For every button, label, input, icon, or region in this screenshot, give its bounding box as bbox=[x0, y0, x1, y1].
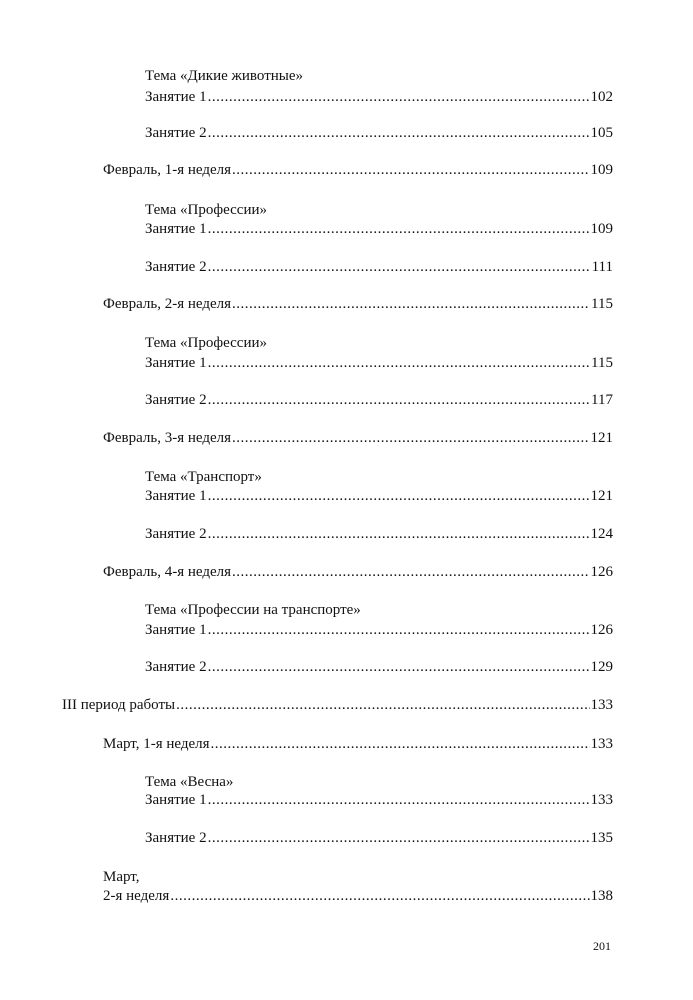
toc-entry-page: 124 bbox=[590, 526, 613, 542]
toc-entry-label: 2-я неделя bbox=[103, 888, 170, 904]
toc-entry-label: Занятие 2 bbox=[145, 125, 207, 141]
toc-entry bbox=[145, 87, 613, 107]
toc-entry-label: Февраль, 1-я неделя bbox=[103, 162, 232, 178]
toc-entry bbox=[103, 734, 613, 754]
toc-entry-label: Февраль, 3-я неделя bbox=[103, 430, 232, 446]
toc-entry-page: 109 bbox=[590, 221, 613, 237]
toc-entry-page: 115 bbox=[591, 296, 613, 312]
toc-entry-label: Занятие 1 bbox=[145, 488, 207, 504]
toc-topic: Тема «Профессии» bbox=[145, 202, 267, 218]
toc-entry bbox=[103, 294, 613, 314]
dot-leader bbox=[232, 562, 589, 582]
dot-leader bbox=[232, 160, 589, 180]
toc-entry bbox=[145, 390, 613, 410]
toc-entry-page: 102 bbox=[590, 89, 613, 105]
dot-leader bbox=[208, 790, 590, 810]
toc-entry-page: 117 bbox=[591, 392, 613, 408]
toc-entry-label: Занятие 1 bbox=[145, 221, 207, 237]
toc-entry bbox=[145, 353, 613, 373]
toc-entry-label: Февраль, 2-я неделя bbox=[103, 296, 232, 312]
toc-entry bbox=[145, 524, 613, 544]
toc-entry-label: Занятие 1 bbox=[145, 792, 207, 808]
toc-entry-label: III период работы bbox=[62, 697, 176, 713]
dot-leader bbox=[170, 886, 589, 906]
dot-leader bbox=[232, 428, 589, 448]
dot-leader bbox=[232, 294, 590, 314]
toc-entry-label: Занятие 2 bbox=[145, 830, 207, 846]
toc-entry-label: Занятие 2 bbox=[145, 526, 207, 542]
dot-leader bbox=[208, 257, 591, 277]
toc-entry bbox=[103, 886, 613, 906]
toc-entry-page: 105 bbox=[590, 125, 613, 141]
toc-entry-page: 121 bbox=[590, 488, 613, 504]
dot-leader bbox=[208, 828, 590, 848]
toc-entry-page: 138 bbox=[590, 888, 613, 904]
toc-entry-page: 111 bbox=[591, 259, 613, 275]
toc-entry-page: 133 bbox=[590, 792, 613, 808]
toc-entry-label: Занятие 2 bbox=[145, 659, 207, 675]
toc-entry bbox=[145, 620, 613, 640]
toc-entry bbox=[145, 219, 613, 239]
dot-leader bbox=[208, 390, 590, 410]
toc-topic: Тема «Дикие животные» bbox=[145, 68, 304, 84]
toc-entry bbox=[145, 828, 613, 848]
toc-entry-page: 133 bbox=[590, 697, 613, 713]
toc-entry bbox=[145, 257, 613, 277]
toc-entry-page: 126 bbox=[590, 564, 613, 580]
toc-entry-label: Март, 1-я неделя bbox=[103, 736, 210, 752]
toc-entry-page: 109 bbox=[590, 162, 613, 178]
toc-topic: Тема «Профессии на транспорте» bbox=[145, 602, 361, 618]
dot-leader bbox=[208, 657, 590, 677]
dot-leader bbox=[208, 486, 590, 506]
dot-leader bbox=[208, 219, 590, 239]
toc-entry-label: Занятие 1 bbox=[145, 622, 207, 638]
dot-leader bbox=[208, 87, 590, 107]
toc-topic: Тема «Весна» bbox=[145, 774, 234, 790]
toc-entry bbox=[145, 123, 613, 143]
toc-entry bbox=[103, 562, 613, 582]
toc-entry-label: Занятие 2 bbox=[145, 259, 207, 275]
toc-entry bbox=[103, 160, 613, 180]
dot-leader bbox=[208, 524, 590, 544]
toc-topic: Март, bbox=[103, 869, 140, 885]
dot-leader bbox=[208, 353, 590, 373]
dot-leader bbox=[176, 695, 589, 715]
toc-entry bbox=[145, 657, 613, 677]
toc-entry-page: 115 bbox=[591, 355, 613, 371]
toc-entry bbox=[62, 695, 613, 715]
dot-leader bbox=[208, 123, 590, 143]
page-number: 201 bbox=[593, 939, 611, 953]
toc-entry-label: Февраль, 4-я неделя bbox=[103, 564, 232, 580]
toc-entry-page: 126 bbox=[590, 622, 613, 638]
toc-entry-page: 133 bbox=[590, 736, 613, 752]
toc-entry bbox=[145, 486, 613, 506]
dot-leader bbox=[208, 620, 590, 640]
toc-entry-label: Занятие 1 bbox=[145, 355, 207, 371]
toc-entry bbox=[103, 428, 613, 448]
dot-leader bbox=[211, 734, 590, 754]
toc-entry-page: 135 bbox=[590, 830, 613, 846]
toc-entry-label: Занятие 2 bbox=[145, 392, 207, 408]
toc-entry-page: 121 bbox=[590, 430, 613, 446]
toc-topic: Тема «Транспорт» bbox=[145, 469, 262, 485]
toc-entry-label: Занятие 1 bbox=[145, 89, 207, 105]
toc-entry bbox=[145, 790, 613, 810]
toc-entry-page: 129 bbox=[590, 659, 613, 675]
toc-topic: Тема «Профессии» bbox=[145, 335, 267, 351]
